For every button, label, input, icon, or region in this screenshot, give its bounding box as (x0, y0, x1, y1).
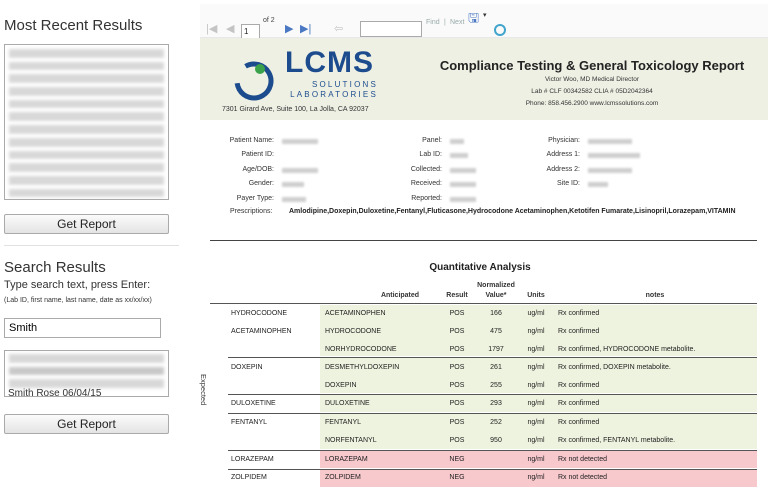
lab-id-label: Lab ID: (419, 151, 442, 158)
list-item[interactable] (9, 123, 164, 136)
table-cell-drug: LORAZEPAM (231, 456, 274, 463)
table-cell-result: POS (449, 437, 465, 444)
lab-address: 7301 Girard Ave, Suite 100, La Jolla, CA 92037 (222, 106, 369, 113)
section-divider (210, 240, 757, 241)
age-dob-label: Age/DOB: (242, 166, 274, 173)
search-input[interactable] (4, 318, 161, 338)
table-cell-notes: Rx confirmed (558, 382, 600, 389)
last-page-icon[interactable]: ▶| (300, 23, 312, 35)
table-cell-analyte: DOXEPIN (325, 382, 357, 389)
table-cell-result: POS (449, 328, 465, 335)
table-cell-result: NEG (449, 474, 465, 481)
redacted-value (282, 197, 306, 202)
prescriptions-value: Amlodipine,Doxepin,Duloxetine,Fentanyl,Fluticasone,Hydrocodone Acetaminophen,Ketotifen Fumarate,Lisinopril,Lorazepam,VITAMIN (289, 208, 736, 215)
group-rule (228, 357, 757, 358)
list-item[interactable] (9, 85, 164, 98)
table-cell-notes: Rx not detected (558, 456, 608, 463)
col-normalized: Normalized (477, 282, 515, 289)
get-report-button[interactable]: Get Report (4, 214, 169, 234)
list-item-partial: Smith Rose 06/04/15 (8, 388, 102, 396)
table-cell-units: ng/ml (527, 400, 545, 407)
group-rule (228, 394, 757, 395)
list-item[interactable] (9, 47, 164, 60)
quantitative-analysis-title: Quantitative Analysis (429, 262, 531, 273)
table-cell-notes: Rx confirmed, HYDROCODONE metabolite. (558, 346, 696, 353)
redacted-value (282, 182, 304, 187)
table-cell-value: 1797 (488, 346, 504, 353)
redacted-value (282, 168, 318, 173)
address-1-label: Address 1: (546, 151, 580, 158)
table-cell-units: ng/ml (527, 364, 545, 371)
toolbar-separator: | (444, 19, 446, 26)
table-cell-analyte: FENTANYL (325, 419, 362, 426)
table-cell-drug: DULOXETINE (231, 400, 276, 407)
page-count: of 2 (263, 17, 275, 24)
table-cell-drug: ZOLPIDEM (231, 474, 267, 481)
gender-label: Gender: (248, 180, 274, 187)
logo-subtitle-1: SOLUTIONS (311, 80, 378, 89)
refresh-icon[interactable] (494, 24, 506, 36)
table-cell-analyte: ACETAMINOPHEN (325, 310, 386, 317)
search-hint: Type search text, press Enter: (4, 279, 151, 291)
patient-id-label: Patient ID: (241, 151, 274, 158)
table-cell-analyte: ZOLPIDEM (325, 474, 361, 481)
table-cell-result: NEG (449, 456, 465, 463)
table-cell-notes: Rx not detected (558, 474, 608, 481)
list-item[interactable] (9, 187, 164, 200)
find-link[interactable]: Find (426, 19, 440, 26)
report-header (200, 38, 768, 120)
left-panel (0, 0, 182, 496)
table-cell-units: ng/ml (527, 456, 545, 463)
table-cell-drug: ACETAMINOPHEN (231, 328, 292, 335)
table-cell-value: 293 (490, 400, 502, 407)
col-units: Units (527, 292, 545, 299)
table-cell-analyte: DULOXETINE (325, 400, 370, 407)
col-result: Result (446, 292, 468, 299)
report-title: Compliance Testing & General Toxicology Report (439, 58, 745, 73)
list-item[interactable] (9, 149, 164, 162)
reported-label: Reported: (411, 195, 442, 202)
collected-label: Collected: (410, 166, 442, 173)
chevron-down-icon[interactable]: ▾ (483, 12, 487, 19)
list-item[interactable] (9, 98, 164, 111)
recent-results-list[interactable] (4, 44, 169, 200)
lab-phone: Phone: 858.456.2900 www.lcmssolutions.com (525, 100, 659, 107)
table-cell-drug: FENTANYL (231, 419, 268, 426)
table-cell-notes: Rx confirmed, FENTANYL metabolite. (558, 437, 676, 444)
list-item[interactable] (9, 72, 164, 85)
table-cell-result: POS (449, 310, 465, 317)
expected-side-label: Expected (199, 374, 208, 406)
table-cell-value: 255 (490, 382, 502, 389)
table-cell-analyte: DESMETHYLDOXEPIN (325, 364, 400, 371)
redacted-value (450, 139, 464, 144)
received-label: Received: (410, 180, 442, 187)
group-rule (228, 469, 757, 470)
address-2-label: Address 2: (546, 166, 580, 173)
list-item-selected[interactable] (9, 365, 164, 378)
table-cell-notes: Rx confirmed (558, 419, 600, 426)
table-cell-result: POS (449, 419, 465, 426)
table-cell-analyte: HYDROCODONE (325, 328, 382, 335)
redacted-value (450, 197, 476, 202)
medical-director: Victor Woo, MD Medical Director (544, 76, 640, 83)
col-anticipated: Anticipated (380, 292, 420, 299)
table-cell-notes: Rx confirmed, DOXEPIN metabolite. (558, 364, 671, 371)
next-link[interactable]: Next (450, 19, 465, 26)
prev-page-icon[interactable]: ◀ (226, 23, 235, 35)
table-cell-notes: Rx confirmed (558, 328, 600, 335)
redacted-value (588, 153, 640, 158)
group-rule (228, 450, 757, 451)
header-rule (210, 303, 757, 304)
table-cell-analyte: NORFENTANYL (325, 437, 377, 444)
next-page-icon[interactable]: ▶ (285, 23, 294, 35)
table-cell-units: ug/ml (527, 310, 545, 317)
table-cell-value: 166 (490, 310, 502, 317)
redacted-value (588, 182, 608, 187)
payer-type-label: Payer Type: (236, 195, 274, 202)
prescriptions-label: Prescriptions: (230, 208, 273, 215)
get-report-button-2[interactable]: Get Report (4, 414, 169, 434)
table-cell-value: 252 (490, 419, 502, 426)
redacted-value (450, 182, 476, 187)
redacted-value (450, 153, 468, 158)
table-cell-units: ng/ml (527, 419, 545, 426)
redacted-value (588, 168, 632, 173)
table-cell-drug: HYDROCODONE (231, 310, 288, 317)
redacted-value (282, 139, 318, 144)
patient-name-label: Patient Name: (229, 137, 274, 144)
list-item[interactable] (9, 136, 164, 149)
table-cell-units: ng/ml (527, 328, 545, 335)
list-item[interactable] (9, 161, 164, 174)
search-results-title: Search Results (4, 259, 106, 276)
list-item[interactable] (9, 110, 164, 123)
report-toolbar (200, 4, 768, 38)
recent-results-title: Most Recent Results (4, 17, 143, 34)
redacted-value (450, 168, 476, 173)
table-cell-units: ng/ml (527, 474, 545, 481)
table-cell-result: POS (449, 364, 465, 371)
lcms-logo-icon (231, 58, 277, 104)
table-cell-result: POS (449, 382, 465, 389)
table-cell-units: ng/ml (527, 437, 545, 444)
table-cell-value: 950 (490, 437, 502, 444)
divider (4, 245, 179, 246)
back-icon[interactable]: ⇦ (334, 23, 344, 35)
redacted-value (588, 139, 632, 144)
lab-ids: Lab # CLF 00342582 CLIA # 05D2042364 (531, 88, 653, 95)
table-cell-units: ng/ml (527, 346, 545, 353)
first-page-icon[interactable]: |◀ (206, 23, 218, 35)
table-cell-value: 475 (490, 328, 502, 335)
site-id-label: Site ID: (557, 180, 580, 187)
table-cell-value: 261 (490, 364, 502, 371)
page-number-input[interactable]: 1 (241, 24, 260, 39)
col-notes: notes (645, 292, 665, 299)
col-normalized-value: Value* (485, 292, 507, 299)
table-cell-analyte: LORAZEPAM (325, 456, 368, 463)
table-cell-notes: Rx confirmed (558, 310, 600, 317)
table-cell-units: ng/ml (527, 382, 545, 389)
search-hint-format: (Lab ID, first name, last name, date as xx/xx/xx) (4, 297, 152, 304)
find-input[interactable] (360, 21, 422, 37)
export-icon[interactable]: 🖫 (468, 10, 480, 25)
list-item[interactable] (9, 199, 164, 200)
panel-label: Panel: (422, 137, 442, 144)
table-cell-drug: DOXEPIN (231, 364, 263, 371)
group-rule (228, 413, 757, 414)
list-item[interactable] (9, 174, 164, 187)
physician-label: Physician: (548, 137, 580, 144)
table-cell-notes: Rx confirmed (558, 400, 600, 407)
table-cell-result: POS (449, 400, 465, 407)
logo-subtitle-2: LABORATORIES (290, 90, 378, 99)
logo-text: LCMS (285, 46, 374, 79)
table-cell-analyte: NORHYDROCODONE (325, 346, 397, 353)
list-item[interactable] (9, 352, 164, 365)
list-item[interactable] (9, 60, 164, 73)
table-cell-result: POS (449, 346, 465, 353)
